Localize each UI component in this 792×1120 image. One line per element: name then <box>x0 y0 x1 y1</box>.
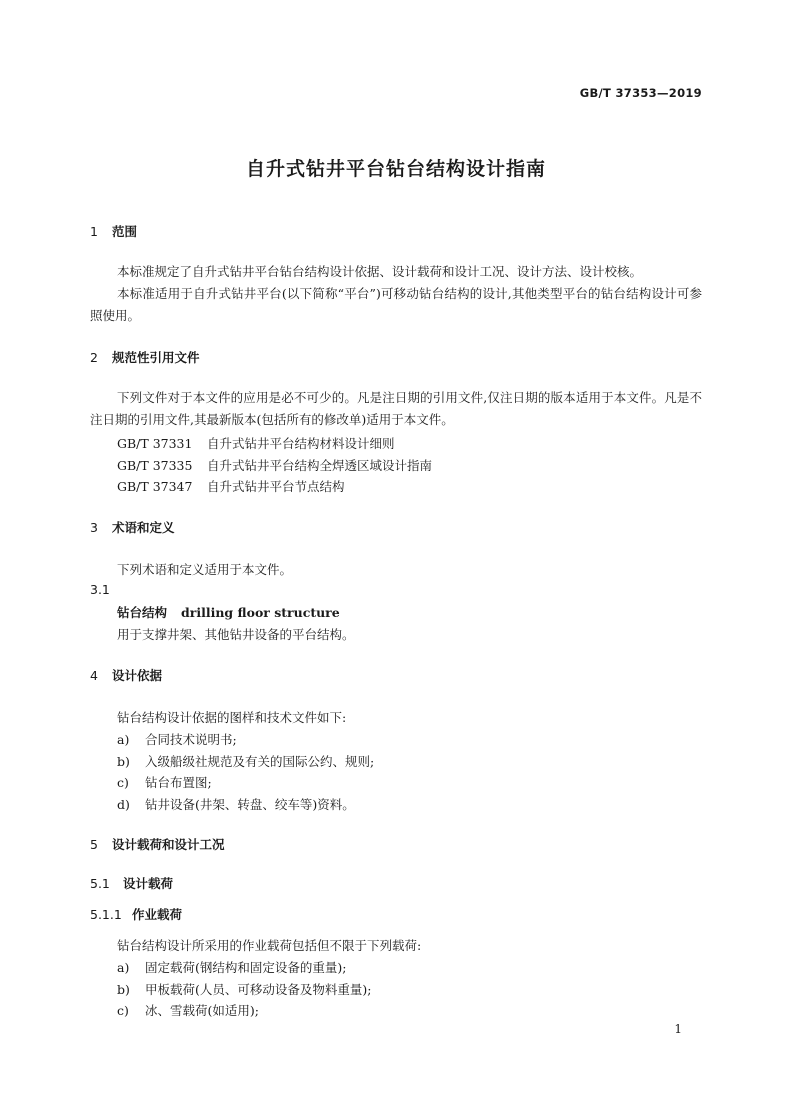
section-3-heading <box>90 518 175 536</box>
section-title: 范围 <box>112 224 138 239</box>
list-text: 合同技术说明书; <box>145 732 237 747</box>
section-title: 设计依据 <box>112 668 163 683</box>
section-5-intro: 钻台结构设计所采用的作业载荷包括但不限于下列载荷: <box>117 938 422 953</box>
list-text: 钻台布置图; <box>145 775 212 790</box>
list-item <box>117 730 237 748</box>
list-label: c) <box>117 775 129 790</box>
reference-code: GB/T 37347 <box>117 479 193 494</box>
section-title: 规范性引用文件 <box>112 350 200 365</box>
list-label: c) <box>117 1003 129 1018</box>
paragraph-text: 下列文件对于本文件的应用是必不可少的。凡是注日期的引用文件,仅注日期的版本适用于本文件。凡是不注日期的引用文件,其最新版本(包括所有的修改单)适用于本文件。 <box>90 390 702 427</box>
section-number: 2 <box>90 350 98 365</box>
list-label: a) <box>117 732 130 747</box>
subsection-number: 5.1.1 <box>90 907 122 922</box>
reference-title: 自升式钻井平台结构材料设计细则 <box>207 436 395 451</box>
term-number: 3.1 <box>90 582 110 597</box>
list-item <box>117 980 371 998</box>
reference-item <box>117 477 345 495</box>
subsection-title: 作业载荷 <box>132 907 183 922</box>
term-chinese: 钻台结构 <box>117 605 168 620</box>
reference-title: 自升式钻井平台结构全焊透区域设计指南 <box>207 458 433 473</box>
list-text: 冰、雪载荷(如适用); <box>145 1003 259 1018</box>
list-text: 钻井设备(井架、转盘、绞车等)资料。 <box>145 797 355 812</box>
reference-item <box>117 434 395 452</box>
section-number: 3 <box>90 520 98 535</box>
list-label: a) <box>117 960 130 975</box>
subsection-title: 设计载荷 <box>123 876 174 891</box>
section-number: 5 <box>90 837 98 852</box>
section-4-intro: 钻台结构设计依据的图样和技术文件如下: <box>117 710 347 725</box>
paragraph-text: 本标准适用于自升式钻井平台(以下简称“平台”)可移动钻台结构的设计,其他类型平台的钻台结构设计可参照使用。 <box>90 286 702 323</box>
subsection-5-1-1-heading <box>90 905 182 923</box>
document-title: 自升式钻井平台钻台结构设计指南 <box>245 158 546 180</box>
reference-code: GB/T 37331 <box>117 436 193 451</box>
list-label: b) <box>117 982 130 997</box>
section-title: 术语和定义 <box>112 520 175 535</box>
term-definition: 用于支撑井架、其他钻井设备的平台结构。 <box>117 627 355 642</box>
section-5-heading <box>90 835 225 853</box>
section-1-paragraph-1 <box>90 261 702 283</box>
section-4-heading <box>90 666 162 684</box>
reference-title: 自升式钻井平台节点结构 <box>207 479 345 494</box>
section-title: 设计载荷和设计工况 <box>112 837 225 852</box>
list-text: 固定载荷(钢结构和固定设备的重量); <box>145 960 347 975</box>
section-2-heading <box>90 348 200 366</box>
subsection-5-1-heading <box>90 874 173 892</box>
standard-code: GB/T 37353—2019 <box>579 86 702 100</box>
section-number: 1 <box>90 224 98 239</box>
list-item <box>117 795 355 813</box>
list-text: 入级船级社规范及有关的国际公约、规则; <box>145 754 375 769</box>
section-1-paragraph-2 <box>90 283 702 327</box>
list-item <box>117 1001 259 1019</box>
section-2-paragraph-1 <box>90 387 702 431</box>
section-3-intro: 下列术语和定义适用于本文件。 <box>117 562 293 577</box>
list-label: b) <box>117 754 130 769</box>
reference-item <box>117 456 432 474</box>
list-item <box>117 773 212 791</box>
reference-code: GB/T 37335 <box>117 458 193 473</box>
term-entry <box>117 603 340 621</box>
paragraph-text: 本标准规定了自升式钻井平台钻台结构设计依据、设计载荷和设计工况、设计方法、设计校核。 <box>117 264 643 279</box>
term-english: drilling floor structure <box>181 605 340 620</box>
list-item <box>117 752 374 770</box>
subsection-number: 5.1 <box>90 876 110 891</box>
section-number: 4 <box>90 668 98 683</box>
section-1-heading <box>90 222 137 240</box>
list-item <box>117 958 346 976</box>
page-number: 1 <box>674 1022 682 1036</box>
list-text: 甲板载荷(人员、可移动设备及物料重量); <box>145 982 372 997</box>
list-label: d) <box>117 797 130 812</box>
